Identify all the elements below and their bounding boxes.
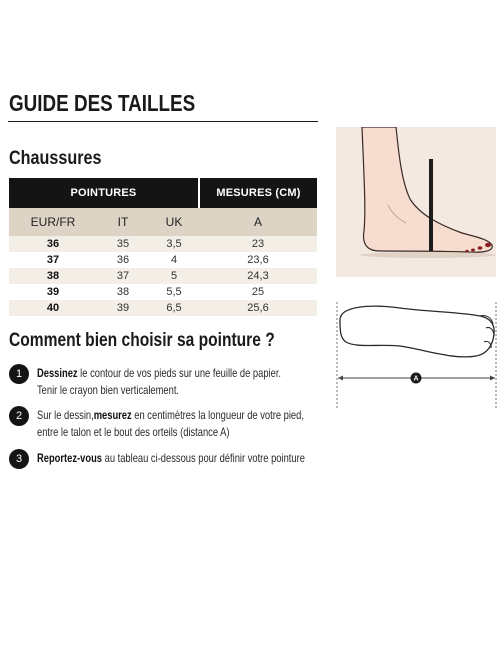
section-heading: Chaussures: [9, 148, 102, 169]
distance-a-label: A: [413, 375, 419, 383]
cell-eur-fr: 37: [9, 252, 97, 268]
size-table: [9, 178, 317, 316]
step-number-badge: 1: [9, 364, 29, 384]
cell-eur-fr: 38: [9, 268, 97, 284]
column-header-it: IT: [97, 208, 149, 236]
step-text: [37, 407, 349, 441]
title-divider: [8, 121, 318, 122]
group-header-mesures: MESURES (CM): [199, 178, 317, 208]
step-text-line1: le contour de vos pieds sur une feuille de papier.: [77, 366, 282, 380]
table-row: [9, 300, 317, 316]
column-header-a: A: [199, 208, 317, 236]
step-text-line1: au tableau ci-dessous pour définir votre pointure: [102, 451, 305, 465]
cell-uk: 6,5: [149, 300, 199, 316]
cell-it: 35: [97, 236, 149, 252]
foot-measure-illustration: [336, 127, 496, 277]
cell-eur-fr: 39: [9, 284, 97, 300]
cell-uk: 4: [149, 252, 199, 268]
group-header-pointures: POINTURES: [9, 178, 199, 208]
cell-a: 24,3: [199, 268, 317, 284]
cell-uk: 3,5: [149, 236, 199, 252]
column-header-eur-fr: EUR/FR: [9, 208, 97, 236]
table-row: [9, 284, 317, 300]
step-text: [37, 450, 349, 467]
column-header-uk: UK: [149, 208, 199, 236]
cell-it: 39: [97, 300, 149, 316]
step-text-prefix: Sur le dessin,: [37, 408, 94, 422]
step-keyword: Reportez-vous: [37, 451, 103, 465]
how-to-heading: Comment bien choisir sa pointure ?: [9, 330, 275, 351]
cell-it: 38: [97, 284, 149, 300]
foot-photo-icon: [336, 127, 496, 277]
step-keyword: mesurez: [93, 408, 132, 422]
step-number-badge: 3: [9, 449, 29, 469]
cell-uk: 5: [149, 268, 199, 284]
cell-a: 25: [199, 284, 317, 300]
cell-eur-fr: 40: [9, 300, 97, 316]
page-title: GUIDE DES TAILLES: [9, 90, 196, 116]
cell-eur-fr: 36: [9, 236, 97, 252]
cell-a: 25,6: [199, 300, 317, 316]
step-number-badge: 2: [9, 406, 29, 426]
table-row: [9, 236, 317, 252]
foot-outline-diagram: [330, 298, 500, 413]
cell-it: 37: [97, 268, 149, 284]
step-text-line2: Tenir le crayon bien verticalement.: [37, 383, 180, 397]
step-keyword: Dessinez: [37, 366, 78, 380]
table-row: [9, 268, 317, 284]
cell-a: 23: [199, 236, 317, 252]
table-row: [9, 252, 317, 268]
foot-outline-icon: [330, 298, 500, 413]
step-text-line2: entre le talon et le bout des orteils (distance A): [37, 425, 230, 439]
step-text-line1: en centimètres la longueur de votre pied,: [131, 408, 304, 422]
cell-uk: 5,5: [149, 284, 199, 300]
step-text: [37, 365, 349, 399]
cell-a: 23,6: [199, 252, 317, 268]
cell-it: 36: [97, 252, 149, 268]
